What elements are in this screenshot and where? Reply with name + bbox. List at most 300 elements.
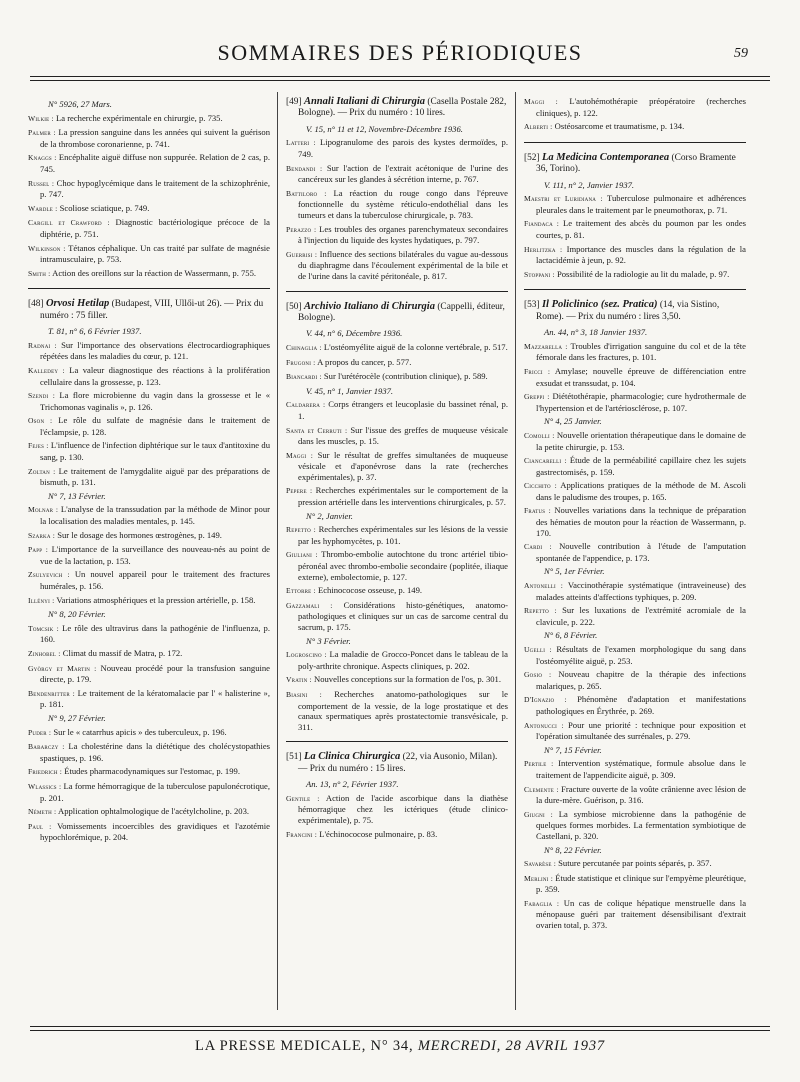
journal-heading-48: [28, 298, 270, 322]
article-entry: [524, 218, 746, 240]
article-list: [28, 623, 270, 710]
article-entry: [524, 366, 746, 388]
article-entry: [28, 821, 270, 843]
article-entry: [524, 480, 746, 502]
article-author: Chinaglia :: [286, 342, 322, 352]
issue-date: V. 45, n° 1, Janvier 1937.: [306, 385, 394, 396]
article-title: Intervention systématique, formule absolue dans le traitement de l'appendicite aiguë, p. 309.: [536, 758, 746, 780]
article-entry: [28, 504, 270, 526]
article-list: [286, 649, 508, 732]
article-title: Action des oreillons sur la réaction de Wassermann, p. 755.: [52, 267, 257, 278]
journal-heading-53: [524, 299, 746, 323]
article-title: Étude de la perméabilité capillaire chez les sujets gastrectomisés, p. 159.: [536, 455, 746, 477]
article-list: [524, 96, 746, 133]
article-entry: [28, 365, 270, 387]
issue-date: V. 44, n° 6, Décembre 1936.: [306, 328, 403, 339]
article-author: Maggi :: [524, 97, 558, 106]
article-author: Papp :: [28, 545, 49, 555]
article-author: Németh :: [28, 807, 57, 817]
article-entry: [286, 342, 508, 354]
article-entry: [286, 224, 508, 246]
issue-date: An. 13, n° 2, Février 1937.: [306, 779, 399, 790]
issue-date: An. 44, n° 3, 18 Janvier 1937.: [544, 327, 648, 338]
article-title: Nouvelle contribution à l'étude de l'amputation spontanée de l'appendice, p. 173.: [536, 541, 746, 563]
header-rule-bottom: [30, 80, 770, 81]
article-entry: [28, 243, 270, 265]
article-author: Clemente :: [524, 784, 559, 794]
article-author: Santa et Cerruti :: [286, 425, 348, 435]
footer-date: MERCREDI, 28 AVRIL 1937: [417, 1038, 605, 1054]
article-author: Savarèse :: [524, 859, 556, 869]
article-title: Suture percutanée par points séparés, p. 357.: [558, 858, 712, 869]
article-author: Merlini :: [524, 873, 554, 883]
article-author: Zsulyevich :: [28, 570, 70, 580]
article-entry: [524, 244, 746, 266]
article-entry: [286, 829, 508, 841]
article-title: L'ostéomyélite aiguë de la colonne vertébrale, p. 517.: [323, 341, 508, 352]
article-entry: [524, 605, 746, 627]
article-entry: [28, 781, 270, 803]
issue-date: N° 8, 22 Février.: [544, 844, 602, 855]
article-entry: [286, 399, 508, 421]
article-entry: [28, 340, 270, 362]
article-author: Wilkinson :: [28, 243, 66, 253]
article-entry: [286, 600, 508, 633]
article-entry: [286, 450, 508, 483]
journal-number: [50]: [286, 301, 302, 312]
article-author: Szarka :: [28, 530, 56, 540]
article-list: [524, 341, 746, 414]
article-title: Ostéosarcome et traumatisme, p. 134.: [554, 121, 685, 132]
journal-number: [49]: [286, 97, 302, 107]
issue-date: V. 111, n° 2, Janvier 1937.: [544, 179, 635, 190]
article-title: Corps étrangers et leucoplasie du bassinet rénal, p. 1.: [298, 399, 508, 421]
article-author: Bendenritter :: [28, 688, 75, 698]
article-title: Un cas de colique hépatique menstruelle dans la ménopause guéri par traitement désensibilisant d'extrait ovarien total, p. 373.: [536, 897, 747, 931]
article-list: [286, 524, 508, 632]
article-entry: [524, 96, 746, 118]
journal-heading-52: [524, 152, 746, 176]
article-list: [286, 793, 508, 840]
article-author: Kalledey :: [28, 365, 65, 375]
article-entry: [286, 524, 508, 546]
article-author: Bendandi :: [286, 163, 323, 173]
footer-rule-top: [30, 1026, 770, 1027]
article-title: La réaction du rouge congo dans l'épreuve fonctionnelle du système réticulo-endothélial dans les tumeurs et dans la tuberculose chirurgicale, p. 783.: [298, 187, 508, 220]
article-author: Maestri et Luridiana :: [524, 194, 603, 204]
article-author: Wlassics :: [28, 781, 62, 791]
article-author: Palmer :: [28, 128, 56, 138]
article-author: Francini :: [286, 829, 318, 839]
article-entry: [28, 530, 270, 542]
article-entry: [28, 466, 270, 488]
article-title: Application ophtalmologique de l'acétylcholine, p. 203.: [58, 806, 250, 817]
article-title: Nouvelles conceptions sur la formation de l'os, p. 301.: [313, 674, 501, 685]
article-entry: [524, 669, 746, 691]
article-title: Nouvelles variations dans la technique de préparation des hématies de mouton pour la réaction de Wassermann, p. 170.: [536, 505, 746, 538]
article-title: Recherches expérimentales sur les lésions de la vessie par les hyphomycètes, p. 101.: [298, 524, 508, 546]
article-title: Études pharmacodynamiques sur l'estomac, p. 199.: [64, 766, 240, 777]
article-author: Battiloro :: [286, 188, 327, 198]
section-separator: [286, 291, 508, 292]
article-title: La recherche expérimentale en chirurgie, p. 735.: [55, 112, 223, 123]
issue-date: N° 9, 27 Février.: [48, 712, 106, 723]
article-title: Le rôle des ultravirus dans la pathogénie de l'influenza, p. 160.: [40, 622, 270, 645]
article-list: [524, 644, 746, 742]
article-author: Fratus :: [524, 506, 551, 516]
article-entry: [286, 425, 508, 447]
article-author: Frugoni :: [286, 357, 316, 367]
article-title: Possibilité de la radiologie au lit du malade, p. 97.: [556, 268, 730, 279]
article-author: Radnai :: [28, 340, 57, 350]
article-author: Ciancarelli :: [524, 456, 567, 466]
article-title: Sur les luxations de l'extrémité acromiale de la clavicule, p. 222.: [536, 605, 746, 627]
article-entry: [28, 806, 270, 818]
article-title: Résultats de l'examen morphologique du sang dans l'ostéomyélite aiguë, p. 253.: [536, 644, 747, 666]
article-list: [28, 504, 270, 606]
article-title: Applications pratiques de la méthode de M. Ascoli dans le paludisme des troupes, p. 165.: [536, 480, 746, 502]
article-title: La forme hémorragique de la tuberculose papulonécrotique, p. 201.: [40, 780, 270, 803]
journal-heading-51: [286, 751, 508, 775]
article-title: Nouveau chapitre de la thérapie des infections malariques, p. 265.: [536, 669, 746, 691]
journal-name: La Medicina Contemporanea: [541, 151, 670, 163]
article-list: [524, 858, 746, 931]
issue-date: N° 2, Janvier.: [306, 510, 353, 521]
article-title: Recherches expérimentales sur le comportement de la pression artérielle dans les interventions chirurgicales, p. 57.: [298, 485, 508, 508]
journal-details: (Corso Bramente 36, Torino).: [536, 152, 736, 175]
article-author: Biancardi :: [286, 372, 322, 382]
page-title: SOMMAIRES DES PÉRIODIQUES: [217, 40, 583, 65]
article-author: Comolli :: [524, 430, 555, 440]
article-list: [524, 193, 746, 280]
article-entry: [28, 268, 270, 280]
article-entry: [286, 188, 508, 221]
article-title: Le traitement des abcès du poumon par les ondes courtes, p. 81.: [536, 218, 746, 240]
article-author: Oson :: [28, 416, 53, 426]
article-title: La flore microbienne du vagin dans la grossesse et le « Trichomonas vaginalis », p. 126.: [40, 390, 271, 412]
article-entry: [28, 663, 270, 685]
article-entry: [286, 371, 508, 383]
article-author: Zoltan :: [28, 466, 56, 476]
article-title: Echinococose osseuse, p. 149.: [317, 585, 423, 596]
article-entry: [28, 152, 270, 174]
article-entry: [28, 727, 270, 739]
journal-details: (22, via Ausonio, Milan). — Prix du numéro : 15 lires.: [298, 752, 498, 774]
article-author: Stoppani :: [524, 269, 555, 279]
article-list: [524, 580, 746, 627]
article-entry: [28, 127, 270, 149]
article-entry: [524, 784, 746, 806]
article-author: Pertile :: [524, 759, 554, 769]
article-author: Antonelli :: [524, 581, 564, 591]
article-title: L'analyse de la transsudation par la méthode de Minor pour la localisation des maladies mentales, p. 145.: [40, 504, 270, 527]
article-title: La cholestérine dans la diététique des cholécystopathies spastiques, p. 196.: [40, 741, 270, 763]
article-author: Knaggs :: [28, 153, 57, 163]
article-title: Sur le dosage des hormones œstrogènes, p. 149.: [57, 529, 222, 540]
article-author: Fabaglia :: [524, 898, 560, 908]
article-title: Pour une priorité : technique pour exposition et l'opération simultanée des surrénales, p. 279.: [536, 719, 747, 742]
article-entry: [524, 121, 746, 133]
article-author: Latteri :: [286, 138, 316, 148]
article-entry: [286, 585, 508, 597]
issue-date: V. 15, n° 11 et 12, Novembre-Décembre 1936.: [306, 123, 463, 134]
article-title: Tuberculose pulmonaire et adhérences pleurales dans le traitement par le pneumothorax, p. 71.: [536, 193, 747, 215]
article-title: Sur l'urétérocèle (contribution clinique), p. 589.: [323, 371, 488, 382]
article-author: Gazzamali :: [286, 600, 333, 610]
journal-heading-49: [286, 96, 508, 120]
article-entry: [286, 549, 508, 582]
article-author: Cargill et Crawford :: [28, 218, 110, 228]
article-author: Cicchito :: [524, 481, 557, 491]
article-entry: [286, 689, 508, 732]
article-entry: [286, 163, 508, 185]
article-entry: [524, 858, 746, 870]
article-title: L'influence de l'infection diphtérique sur le taux d'antitoxine du sang, p. 130.: [40, 440, 270, 463]
journal-heading-50: [286, 301, 508, 325]
column-divider-1: [277, 92, 278, 1010]
article-title: Le traitement de l'amygdalite aiguë par des préparations de bismuth, p. 131.: [40, 465, 270, 488]
article-entry: [286, 485, 508, 507]
article-entry: [286, 649, 508, 671]
article-title: Phénomène d'adaptation et manifestations pathologiques en Érythrée, p. 269.: [536, 694, 746, 716]
article-title: Nouveau procédé pour la transfusion sanguine directe, p. 179.: [40, 662, 271, 685]
article-author: Cardi :: [524, 542, 552, 552]
article-author: Ugelli :: [524, 645, 552, 654]
article-title: Sur l'importance des observations électrocardiographiques répétées dans les maladies du cœur, p. 121.: [40, 339, 270, 362]
article-author: Paul :: [28, 821, 52, 831]
article-author: Smith :: [28, 268, 51, 278]
issue-date: T. 81, n° 6, 6 Février 1937.: [48, 326, 142, 337]
article-author: Puder :: [28, 727, 52, 737]
article-title: Thrombo-embolie autochtone du tronc artériel tibio-péronéal avec thrombo-embolie secondaire (poplitée, iliaque externe), embolectomie, p. 127.: [298, 549, 509, 582]
article-author: Biasini :: [286, 689, 322, 699]
article-entry: [524, 809, 746, 842]
article-author: Ettorre :: [286, 586, 316, 596]
issue-date: N° 7, 15 Février.: [544, 744, 602, 755]
issue-date: N° 8, 20 Février.: [48, 609, 106, 620]
article-author: Fiandaca :: [524, 219, 560, 229]
article-entry: [524, 269, 746, 281]
article-author: Maggi :: [286, 450, 314, 460]
article-author: Logroscino :: [286, 650, 327, 660]
article-author: Zinhobel :: [28, 648, 61, 658]
article-author: Herlitzka :: [524, 244, 563, 254]
section-separator: [524, 289, 746, 290]
issue-date: N° 5, 1er Février.: [544, 566, 605, 577]
article-author: Wilkie :: [28, 113, 54, 123]
article-author: Friedrich :: [28, 767, 63, 777]
article-entry: [286, 137, 508, 159]
article-entry: [524, 455, 746, 477]
article-title: Climat du massif de Matra, p. 172.: [62, 647, 183, 658]
journal-number: [53]: [524, 300, 540, 311]
article-title: Vomissements incoercibles des gravidiques et l'azotémie hypochlorémique, p. 204.: [40, 820, 270, 843]
section-separator: [28, 288, 270, 289]
article-entry: [524, 341, 746, 363]
article-author: Illényi :: [28, 595, 55, 605]
article-title: Fracture ouverte de la voûte crânienne avec lésion de la dure-mère. Guérison, p. 316.: [536, 783, 746, 806]
issue-date: N° 6, 8 Février.: [544, 630, 598, 641]
article-author: Molnar :: [28, 505, 59, 515]
article-author: Szendi :: [28, 391, 56, 401]
article-title: Importance des muscles dans la régulation de la lactacidémie à jeun, p. 92.: [536, 243, 746, 266]
article-entry: [28, 623, 270, 645]
article-title: Lipogranulome des parois des kystes dermoïdes, p. 749.: [298, 137, 508, 159]
journal-number: [51]: [286, 752, 302, 763]
article-title: Scoliose sciatique, p. 749.: [59, 202, 150, 213]
article-entry: [28, 648, 270, 660]
article-entry: [524, 391, 746, 413]
article-entry: [286, 249, 508, 282]
article-author: Babarczy :: [28, 742, 65, 752]
article-list: [524, 430, 746, 564]
article-title: Sur l'issue des greffes de muqueuse vésicale dans les muscles, p. 15.: [298, 424, 508, 447]
article-author: Giugni :: [524, 809, 553, 819]
article-author: Fejes :: [28, 441, 49, 451]
article-list: [28, 727, 270, 843]
article-title: Recherches anatomo-pathologiques sur le comportement de la vessie, de la loge prostatique et des canaux spermatiques après prostatectomie transvésicale, p. 311.: [298, 688, 508, 732]
article-entry: [524, 505, 746, 538]
page-header: [30, 32, 770, 76]
article-entry: [28, 203, 270, 215]
article-author: Wardle :: [28, 203, 58, 213]
article-title: La maladie de Grocco-Poncet dans le tableau de la poly-arthrite chronique. Aspects cliniques, p. 202.: [298, 649, 509, 671]
article-entry: [286, 674, 508, 686]
article-author: Antonucci :: [524, 720, 564, 730]
article-entry: [524, 694, 746, 716]
article-title: Amylase; nouvelle épreuve de différenciation entre exsudat et transsudat, p. 104.: [536, 365, 746, 388]
article-title: Étude statistique et clinique sur l'empyème pleurétique, p. 359.: [536, 872, 746, 895]
journal-name: Il Policlinico (sez. Pratica): [541, 299, 658, 311]
article-list: [286, 137, 508, 281]
article-author: Vratin :: [286, 675, 312, 685]
column-2: [286, 96, 508, 843]
article-list: [524, 758, 746, 841]
article-title: Nouvelle orientation thérapeutique dans le domaine de la petite chirurgie, p. 153.: [536, 429, 746, 452]
article-entry: [524, 580, 746, 602]
journal-number: [52]: [524, 152, 540, 163]
article-list: [28, 340, 270, 488]
article-title: L'autohémothérapie préopératoire (recherches cliniques), p. 122.: [536, 96, 746, 118]
article-entry: [28, 741, 270, 763]
article-entry: [524, 758, 746, 780]
footer-journal: LA PRESSE MEDICALE, N° 34,: [195, 1038, 414, 1054]
article-title: Sur le « catarrhus apicis » des tuberculeux, p. 196.: [53, 726, 227, 737]
article-author: Gentile :: [286, 793, 320, 803]
article-author: Repetto :: [286, 525, 316, 535]
journal-name: Annali Italiani di Chirurgia: [303, 96, 426, 107]
article-author: Giuliani :: [286, 550, 318, 560]
article-title: Diagnostic bactériologique précoce de la diphtérie, p. 751.: [40, 217, 270, 239]
article-entry: [28, 415, 270, 437]
article-entry: [286, 357, 508, 369]
article-entry: [524, 541, 746, 563]
article-entry: [524, 193, 746, 215]
footer-rule-bottom: [30, 1030, 770, 1031]
article-author: Repetto :: [524, 606, 557, 616]
article-author: Mazzarella :: [524, 341, 568, 351]
article-author: Perazzo :: [286, 224, 317, 234]
article-entry: [28, 544, 270, 566]
article-title: Diététothérapie, pharmacologie; cure hydrothermale de l'hypertension et de l'artériosclérose, p. 107.: [536, 391, 747, 413]
article-title: La pression sanguine dans les années qui suivent la guérison de la thrombose coronarienne, p. 741.: [40, 127, 271, 149]
article-title: A propos du cancer, p. 577.: [317, 356, 412, 367]
article-title: L'importance de la surveillance des nouveau-nés au point de vue de la lactation, p. 153.: [40, 544, 270, 566]
article-list: [28, 113, 270, 280]
article-author: Guerrisi :: [286, 249, 318, 259]
article-author: Tomcsik :: [28, 623, 59, 633]
article-author: D'Ignazio :: [524, 695, 567, 705]
journal-name: La Clinica Chirurgica: [303, 751, 401, 763]
article-entry: [524, 430, 746, 452]
article-entry: [524, 898, 746, 931]
article-entry: [28, 595, 270, 607]
article-title: L'échinococose pulmonaire, p. 83.: [319, 828, 438, 839]
article-title: La valeur diagnostique des réactions à la prolifération cellulaire dans la grossesse, p. 123.: [40, 364, 271, 387]
issue-date: N° 3 Février.: [306, 635, 351, 646]
article-title: Tétanos céphalique. Un cas traité par sulfate de magnésie intramusculaire, p. 753.: [40, 242, 270, 265]
journal-details: (Casella Postale 282, Bologne). — Prix du numéro : 10 lires.: [298, 97, 507, 119]
article-entry: [28, 390, 270, 412]
column-divider-2: [515, 92, 516, 1010]
article-author: Gosio :: [524, 670, 552, 680]
article-entry: [28, 688, 270, 710]
section-separator: [286, 741, 508, 742]
article-title: Sur le résultat de greffes simultanées de muqueuse vésicale et d'aponévrose dans la rate (recherches expérimentales), p. 37.: [298, 449, 508, 482]
article-title: Le traitement de la kératomalacie par l' « halisterine », p. 181.: [40, 687, 270, 710]
issue-date: N° 4, 25 Janvier.: [544, 416, 602, 427]
article-entry: [28, 569, 270, 591]
journal-name: Orvosi Hetilap: [45, 298, 110, 310]
article-title: Action de l'acide ascorbique dans la diathèse hémorragique chez les ictériques (étude clinico-expérimentale), p. 75.: [298, 792, 508, 825]
header-rule-top: [30, 76, 770, 77]
article-author: Pepere :: [286, 486, 313, 496]
article-entry: [28, 113, 270, 125]
journal-details: (14, via Sistino, Rome). — Prix du numéro : lires 3,50.: [536, 300, 720, 322]
article-list: [286, 399, 508, 507]
article-title: Choc hypoglycémique dans le traitement de la schizophrénie, p. 747.: [40, 177, 270, 200]
column-1: [28, 96, 270, 846]
article-title: Les troubles des organes parenchymateux secondaires à l'injection du liquide des kystes hydatiques, p. 797.: [298, 223, 508, 246]
journal-details: (Budapest, VIII, Ullői-ut 26). — Prix du numéro : 75 filler.: [40, 299, 264, 321]
article-entry: [286, 793, 508, 826]
issue-date: N° 7, 13 Février.: [48, 490, 106, 501]
journal-number: [48]: [28, 299, 44, 310]
article-entry: [28, 178, 270, 200]
article-title: La symbiose microbienne dans la pathogénie de quelques formes morbides. La fermentation symbiotique de Castellani, p. 320.: [536, 808, 746, 841]
article-title: Considérations histo-génétiques, anatomo-pathologiques et cliniques sur un cas de sarcome central du sacrum, p. 175.: [298, 599, 508, 632]
page-number: 59: [734, 46, 748, 61]
article-title: Sur l'action de l'extrait acétonique de l'urine des cancéreux sur les glandes à sécrétion interne, p. 767.: [298, 162, 508, 185]
article-title: Le rôle du sulfate de magnésie dans le traitement de l'éclampsie, p. 128.: [40, 415, 270, 437]
article-entry: [524, 873, 746, 895]
journal-details: (Cappelli, éditeur, Bologne).: [298, 301, 505, 323]
journal-name: Archivio Italiano di Chirurgia: [303, 300, 435, 312]
article-entry: [28, 766, 270, 778]
article-author: Caldarera :: [286, 400, 326, 410]
article-entry: [524, 644, 746, 666]
article-title: Variations atmosphériques et la pression artérielle, p. 158.: [56, 594, 256, 605]
article-entry: [524, 720, 746, 742]
section-separator: [524, 142, 746, 143]
article-author: György et Martin :: [28, 663, 97, 673]
article-author: Alberti :: [524, 122, 553, 132]
article-title: Vaccinothérapie systématique (intraveineuse) des malades atteints d'affections typhiques, p. 209.: [536, 580, 746, 602]
article-title: Encéphalite aiguë diffuse non suppurée. Relation de 2 cas, p. 745.: [40, 152, 270, 174]
article-author: Russel :: [28, 178, 55, 188]
article-entry: [28, 217, 270, 239]
article-entry: [28, 440, 270, 462]
